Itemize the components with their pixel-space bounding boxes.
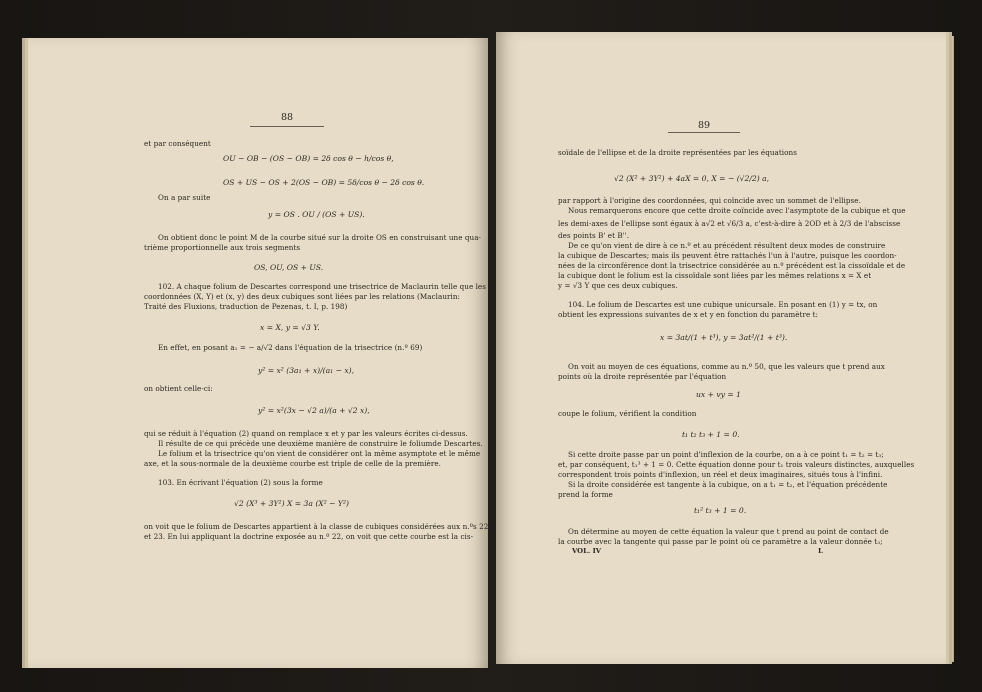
text-line: les demi-axes de l'ellipse sont égaux à a√2 et √6/3 a, c'est-à-dire à 2OD et à 2/3 de l'abscisse xyxy=(558,219,901,228)
header-rule xyxy=(668,132,740,133)
text-line: Le folium et la trisectrice qu'on vient de considérer ont la même asymptote et le même xyxy=(158,449,481,458)
text-line: Si la droite considérée est tangente à la cubique, on a t₁ = t₂, et l'équation précédente xyxy=(568,480,888,489)
text-line: On voit au moyen de ces équations, comme au n.º 50, que les valeurs que t prend aux xyxy=(568,362,885,371)
text-line: prend la forme xyxy=(558,490,613,499)
text-line: On obtient donc le point M de la courbe situé sur la droite OS en construisant une qua- xyxy=(158,233,482,242)
text-line: Si cette droite passe par un point d'inflexion de la courbe, on a à ce point t₁ = t₂ = t₃; xyxy=(568,450,884,459)
equation: x = X, y = √3 Y. xyxy=(260,323,320,332)
text-line: On a par suite xyxy=(158,193,211,202)
text-line: points où la droite représentée par l'équation xyxy=(558,372,727,381)
text-line: et par conséquent xyxy=(144,139,211,148)
text-line: coupe le folium, vérifient la condition xyxy=(558,409,697,418)
paragraph-103: 103. En écrivant l'équation (2) sous la forme xyxy=(158,478,323,487)
text-line: obtient les expressions suivantes de x et y en fonction du paramètre t: xyxy=(558,310,819,319)
paragraph-104: 104. Le folium de Descartes est une cubique unicursale. En posant en (1) y = tx, on xyxy=(568,300,878,309)
equation: √2 (X² + 3Y²) + 4aX = 0, X = − (√2/2) a, xyxy=(614,174,770,183)
text-line: En effet, en posant a₁ = − a/√2 dans l'équation de la trisectrice (n.º 69) xyxy=(158,343,423,352)
equation: t₁² t₃ + 1 = 0. xyxy=(694,506,747,515)
volume-footer: VOL. IV xyxy=(572,547,602,555)
text-line: Il résulte de ce qui précède une deuxième manière de construire le foliumde Descartes. xyxy=(158,439,483,448)
equation: ux + vy = 1 xyxy=(696,390,741,399)
text-line: Nous remarquerons encore que cette droite coïncide avec l'asymptote de la cubique et que xyxy=(568,206,906,215)
equation: y = OS . OU / (OS + US). xyxy=(268,210,365,219)
text-line: la courbe avec la tangente qui passe par le point où ce paramètre a la valeur donnée t₃; xyxy=(558,537,883,546)
right-page xyxy=(496,32,946,664)
equation: √2 (X³ + 3Y²) X = 3a (X² − Y²) xyxy=(234,499,349,508)
text-line: et, par conséquent, t₁³ + 1 = 0. Cette équation donne pour t₁ trois valeurs distinctes, auxquelles xyxy=(558,460,915,469)
left-page xyxy=(28,38,488,668)
header-rule xyxy=(250,126,324,127)
text-line: on voit que le folium de Descartes appartient à la classe de cubiques considérées aux n.ºs 22 xyxy=(144,522,488,531)
equation: x = 3at/(1 + t³), y = 3at²/(1 + t³). xyxy=(660,333,788,342)
text-line: axe, et la sous-normale de la deuxième courbe est triple de celle de la première. xyxy=(144,459,441,468)
text-line: coordonnées (X, Y) et (x, y) des deux cubiques sont liées par les relations (Maclaurin: xyxy=(144,292,461,301)
text-line: On détermine au moyen de cette équation la valeur que t prend au point de contact de xyxy=(568,527,889,536)
page-edges xyxy=(946,36,954,662)
equation: t₁ t₂ t₃ + 1 = 0. xyxy=(682,430,740,439)
text-line: De ce qu'on vient de dire à ce n.º et au précédent résultent deux modes de construire xyxy=(568,241,886,250)
text-line: soïdale de l'ellipse et de la droite représentées par les équations xyxy=(558,148,797,157)
paragraph-102: 102. A chaque folium de Descartes correspond une trisectrice de Maclaurin telle que les xyxy=(158,282,486,291)
text-line: et 23. En lui appliquant la doctrine exposée au n.º 22, on voit que cette courbe est la cis- xyxy=(144,532,474,541)
signature-mark: L xyxy=(818,547,823,555)
equation: OS + US − OS + 2(OS − OB) = 5δ/cos θ − 2δ cos θ. xyxy=(223,178,425,187)
text-line: trième proportionnelle aux trois segments xyxy=(144,243,301,252)
equation: OU − OB − (OS − OB) = 2δ cos θ − h/cos θ, xyxy=(223,154,394,163)
text-line: Traité des Fluxions, traduction de Pezenas, t. I, p. 198) xyxy=(144,302,348,311)
page-number: 89 xyxy=(697,120,711,131)
text-line: la cubique dont le folium est la cissoïdale sont liées par les mêmes relations x = X et xyxy=(558,271,872,280)
equation: OS, OU, OS + US. xyxy=(254,263,324,272)
text-line: la cubique de Descartes; mais ils peuvent être rattachés l'un à l'autre, puisque les coordon- xyxy=(558,251,897,260)
text-line: y = √3 Y que ces deux cubiques. xyxy=(558,281,678,290)
equation: y² = x² (3a₁ + x)/(a₁ − x), xyxy=(258,366,355,375)
text-line: on obtient celle-ci: xyxy=(144,384,213,393)
text-line: nées de la circonférence dont la trisectrice considérée au n.º précédent est la cissoïdale et de xyxy=(558,261,906,270)
text-line: des points B' et B''. xyxy=(558,231,630,240)
text-line: qui se réduit à l'équation (2) quand on remplace x et y par les valeurs écrites ci-dessus. xyxy=(144,429,468,438)
text-line: par rapport à l'origine des coordonnées, qui coïncide avec un sommet de l'ellipse. xyxy=(558,196,861,205)
text-line: correspondent trois points d'inflexion, un réel et deux imaginaires, situés tous à l'infini. xyxy=(558,470,883,479)
equation: y² = x²(3x − √2 a)/(a + √2 x), xyxy=(258,406,370,415)
page-number: 88 xyxy=(280,112,294,123)
